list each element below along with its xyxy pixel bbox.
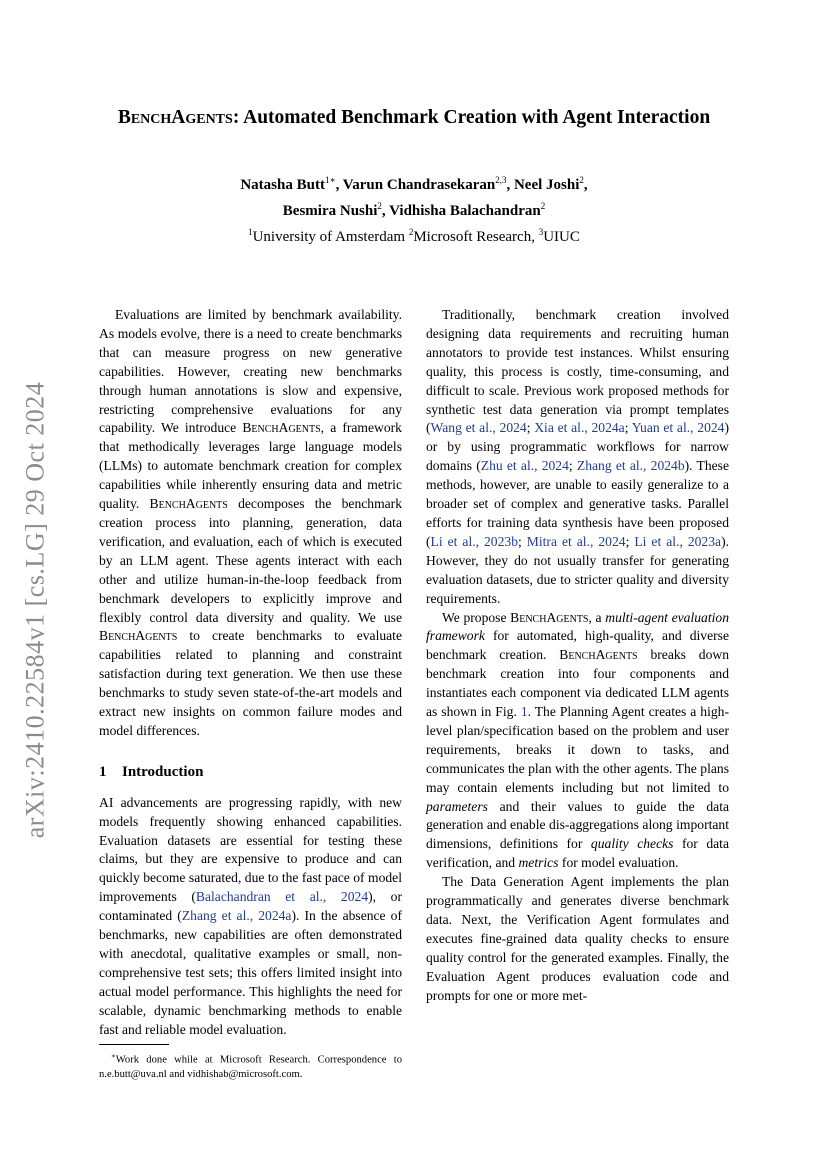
intro-text: Traditionally, benchmark creation involved designing data requirements and recruiting human annotators to provide test instances. Whilst ensuring quality, this process is costly, time-consuming, and difficult to scale. Previous work proposed methods for synthetic test data generation via prompt templates ( — [426, 307, 729, 436]
section-heading-introduction — [99, 763, 402, 782]
author-3-affil: 2 — [579, 175, 584, 185]
intro-text: for data verification, and — [426, 836, 729, 871]
citation-link[interactable]: Mitra et al., 2024 — [526, 533, 626, 549]
arxiv-stamp-text: arXiv:2410.22584v1 [cs.LG] 29 Oct 2024 — [20, 381, 50, 839]
separator: ; — [526, 420, 535, 436]
author-block — [0, 170, 828, 248]
aff-3: UIUC — [543, 229, 580, 245]
abstract-text-3: decomposes the benchmark creation process into planning, generation, data verification, and evaluation, each of which is executed by an LLM agent. These agents interact with each other and utilize human-in-the-loop feedback from benchmark developers to explicitly improve and flexibly control data diversity and quality. We use — [99, 496, 402, 625]
author-3-tail: , — [583, 177, 588, 193]
author-names-line1 — [0, 170, 828, 196]
abstract-text-4: to create benchmarks to evaluate capabilities related to planning and constraint satisfaction during text generation. We then use these benchmarks to study seven state-of-the-art models and extract new insights on common failure modes and model differences. — [99, 628, 402, 738]
figure-ref-link[interactable]: 1 — [520, 704, 528, 720]
aff-1-mark: 1 — [248, 227, 253, 237]
separator: ; — [518, 533, 527, 549]
citation-link[interactable]: Zhang et al., 2024a — [181, 908, 292, 924]
aff-3-mark: 3 — [538, 227, 544, 237]
section-number: 1 — [99, 763, 107, 780]
intro-text: and their values to guide the data generation and enable dis-aggregations along important dimensions, definitions for — [426, 798, 729, 852]
intro-text: AI advancements are progressing rapidly, with new models frequently showing enhanced capabilities. Evaluation datasets are essential for testing these claims, but they are expensive to produce and can quickly become saturated, due to the fast pace of model improvements ( — [99, 794, 402, 905]
author-2: , Varun Chandrasekaran — [335, 177, 496, 193]
footnote-rule — [99, 1044, 169, 1045]
author-names-line2 — [0, 196, 828, 222]
citation-link[interactable]: Balachandran et al., 2024 — [195, 889, 369, 905]
right-column — [426, 306, 729, 1006]
abstract — [99, 306, 402, 741]
arxiv-stamp — [18, 365, 52, 855]
intro-paragraph-2 — [426, 306, 729, 609]
abstract-paragraph — [99, 306, 402, 741]
author-3: , Neel Joshi — [506, 177, 580, 193]
intro-text: for model evaluation. — [558, 855, 679, 871]
citation-link[interactable]: Zhang et al., 2024b — [576, 458, 685, 474]
abstract-text-1: Evaluations are limited by benchmark availability. As models evolve, there is a need to create benchmarks that can measure progress on new generative capabilities. However, creating new benchmarks through human annotations is slow and expensive, restricting comprehensive evaluations for any capability. We introduce — [99, 307, 402, 436]
framework-name: BenchAgents — [149, 496, 228, 512]
intro-text: ), or contaminated ( — [99, 889, 402, 924]
abstract-text-2: , a framework that methodically leverages large language models (LLMs) to automate benchmark creation for complex capabilities while inherently ensuring data and metric quality. — [99, 420, 402, 512]
intro-paragraph-4 — [426, 873, 729, 1005]
citation-link[interactable]: Wang et al., 2024 — [430, 420, 527, 436]
separator: ; — [568, 458, 577, 474]
emphasis: metrics — [518, 855, 559, 871]
affiliations — [0, 222, 828, 248]
citation-link[interactable]: Yuan et al., 2024 — [631, 420, 725, 436]
framework-name: BenchAgents — [242, 420, 321, 436]
intro-text: breaks down benchmark creation into four components and instantiates each component via dedicated LLM agents as shown in Fig. — [426, 647, 730, 720]
intro-text: ). These methods, however, are unable to easily generalize to a broader set of complex and generative tasks. Parallel efforts for training data synthesis have been proposed ( — [426, 458, 729, 549]
left-column — [99, 306, 402, 1040]
footnote-text: Work done while at Microsoft Research. Correspondence to n.e.butt@uva.nl and vidhishab@microsoft.com. — [99, 1054, 402, 1080]
framework-name: BenchAgents — [510, 609, 589, 625]
author-5-affil: 2 — [540, 201, 546, 211]
aff-1: University of Amsterdam — [252, 229, 409, 245]
footnote-mark: ∗ — [111, 1052, 116, 1060]
title-rest: : Automated Benchmark Creation with Agent Interaction — [232, 107, 711, 128]
framework-name: BenchAgents — [559, 647, 638, 663]
author-4: Besmira Nushi — [282, 203, 378, 219]
emphasis: parameters — [426, 798, 488, 814]
intro-paragraph-3 — [426, 609, 729, 874]
author-5: , Vidhisha Balachandran — [381, 203, 541, 219]
emphasis: quality checks — [590, 836, 674, 852]
intro-text: for automated, high-quality, and diverse benchmark creation. — [426, 628, 729, 663]
author-1-affil: 1∗ — [324, 175, 336, 185]
citation-link[interactable]: Zhu et al., 2024 — [480, 458, 569, 474]
title-name: BenchAgents — [117, 107, 233, 128]
intro-text: , a — [588, 609, 606, 625]
author-1: Natasha Butt — [240, 177, 325, 193]
aff-2: Microsoft Research, — [413, 229, 539, 245]
paper-title — [0, 104, 828, 132]
intro-text: ). However, they do not usually transfer for generating evaluation datasets, due to stricter quality and diversity requirements. — [426, 533, 729, 606]
aff-2-mark: 2 — [408, 227, 414, 237]
emphasis: multi-agent evaluation framework — [426, 609, 729, 644]
separator: ; — [624, 420, 632, 436]
footnote — [99, 1049, 402, 1082]
intro-paragraph-1 — [99, 794, 402, 1040]
framework-name: BenchAgents — [99, 628, 178, 644]
intro-text: . The Planning Agent creates a high-level plan/specification based on the problem and user requirements, breaks it down to tasks, and communicates the plan with the other agents. The plans may contain elements including but not limited to — [426, 704, 729, 795]
intro-text: ) or by using programmatic workflows for narrow domains ( — [426, 420, 729, 474]
intro-text: The Data Generation Agent implements the plan programmatically and generates diverse benchmark data. Next, the Verification Agent formulates and executes fine-grained data quality checks to ensure quality control for the generated examples. Finally, the Evaluation Agent produces evaluation code and prompts for one or more met- — [426, 874, 729, 1003]
citation-link[interactable]: Li et al., 2023b — [430, 533, 518, 549]
intro-text: ). In the absence of benchmarks, new capabilities are often demonstrated with anecdotal, qualitative examples or small, non-comprehensive test sets; this offers limited insight into actual model performance. This highlights the need for scalable, dynamic benchmarking methods to enable fast and reliable model evaluation. — [99, 908, 403, 1037]
separator: ; — [625, 533, 635, 549]
author-2-affil: 2,3 — [495, 175, 507, 185]
section-title: Introduction — [122, 763, 204, 780]
citation-link[interactable]: Li et al., 2023a — [634, 533, 722, 549]
author-4-affil: 2 — [377, 201, 382, 211]
intro-text: We propose — [442, 609, 511, 625]
citation-link[interactable]: Xia et al., 2024a — [534, 420, 625, 436]
